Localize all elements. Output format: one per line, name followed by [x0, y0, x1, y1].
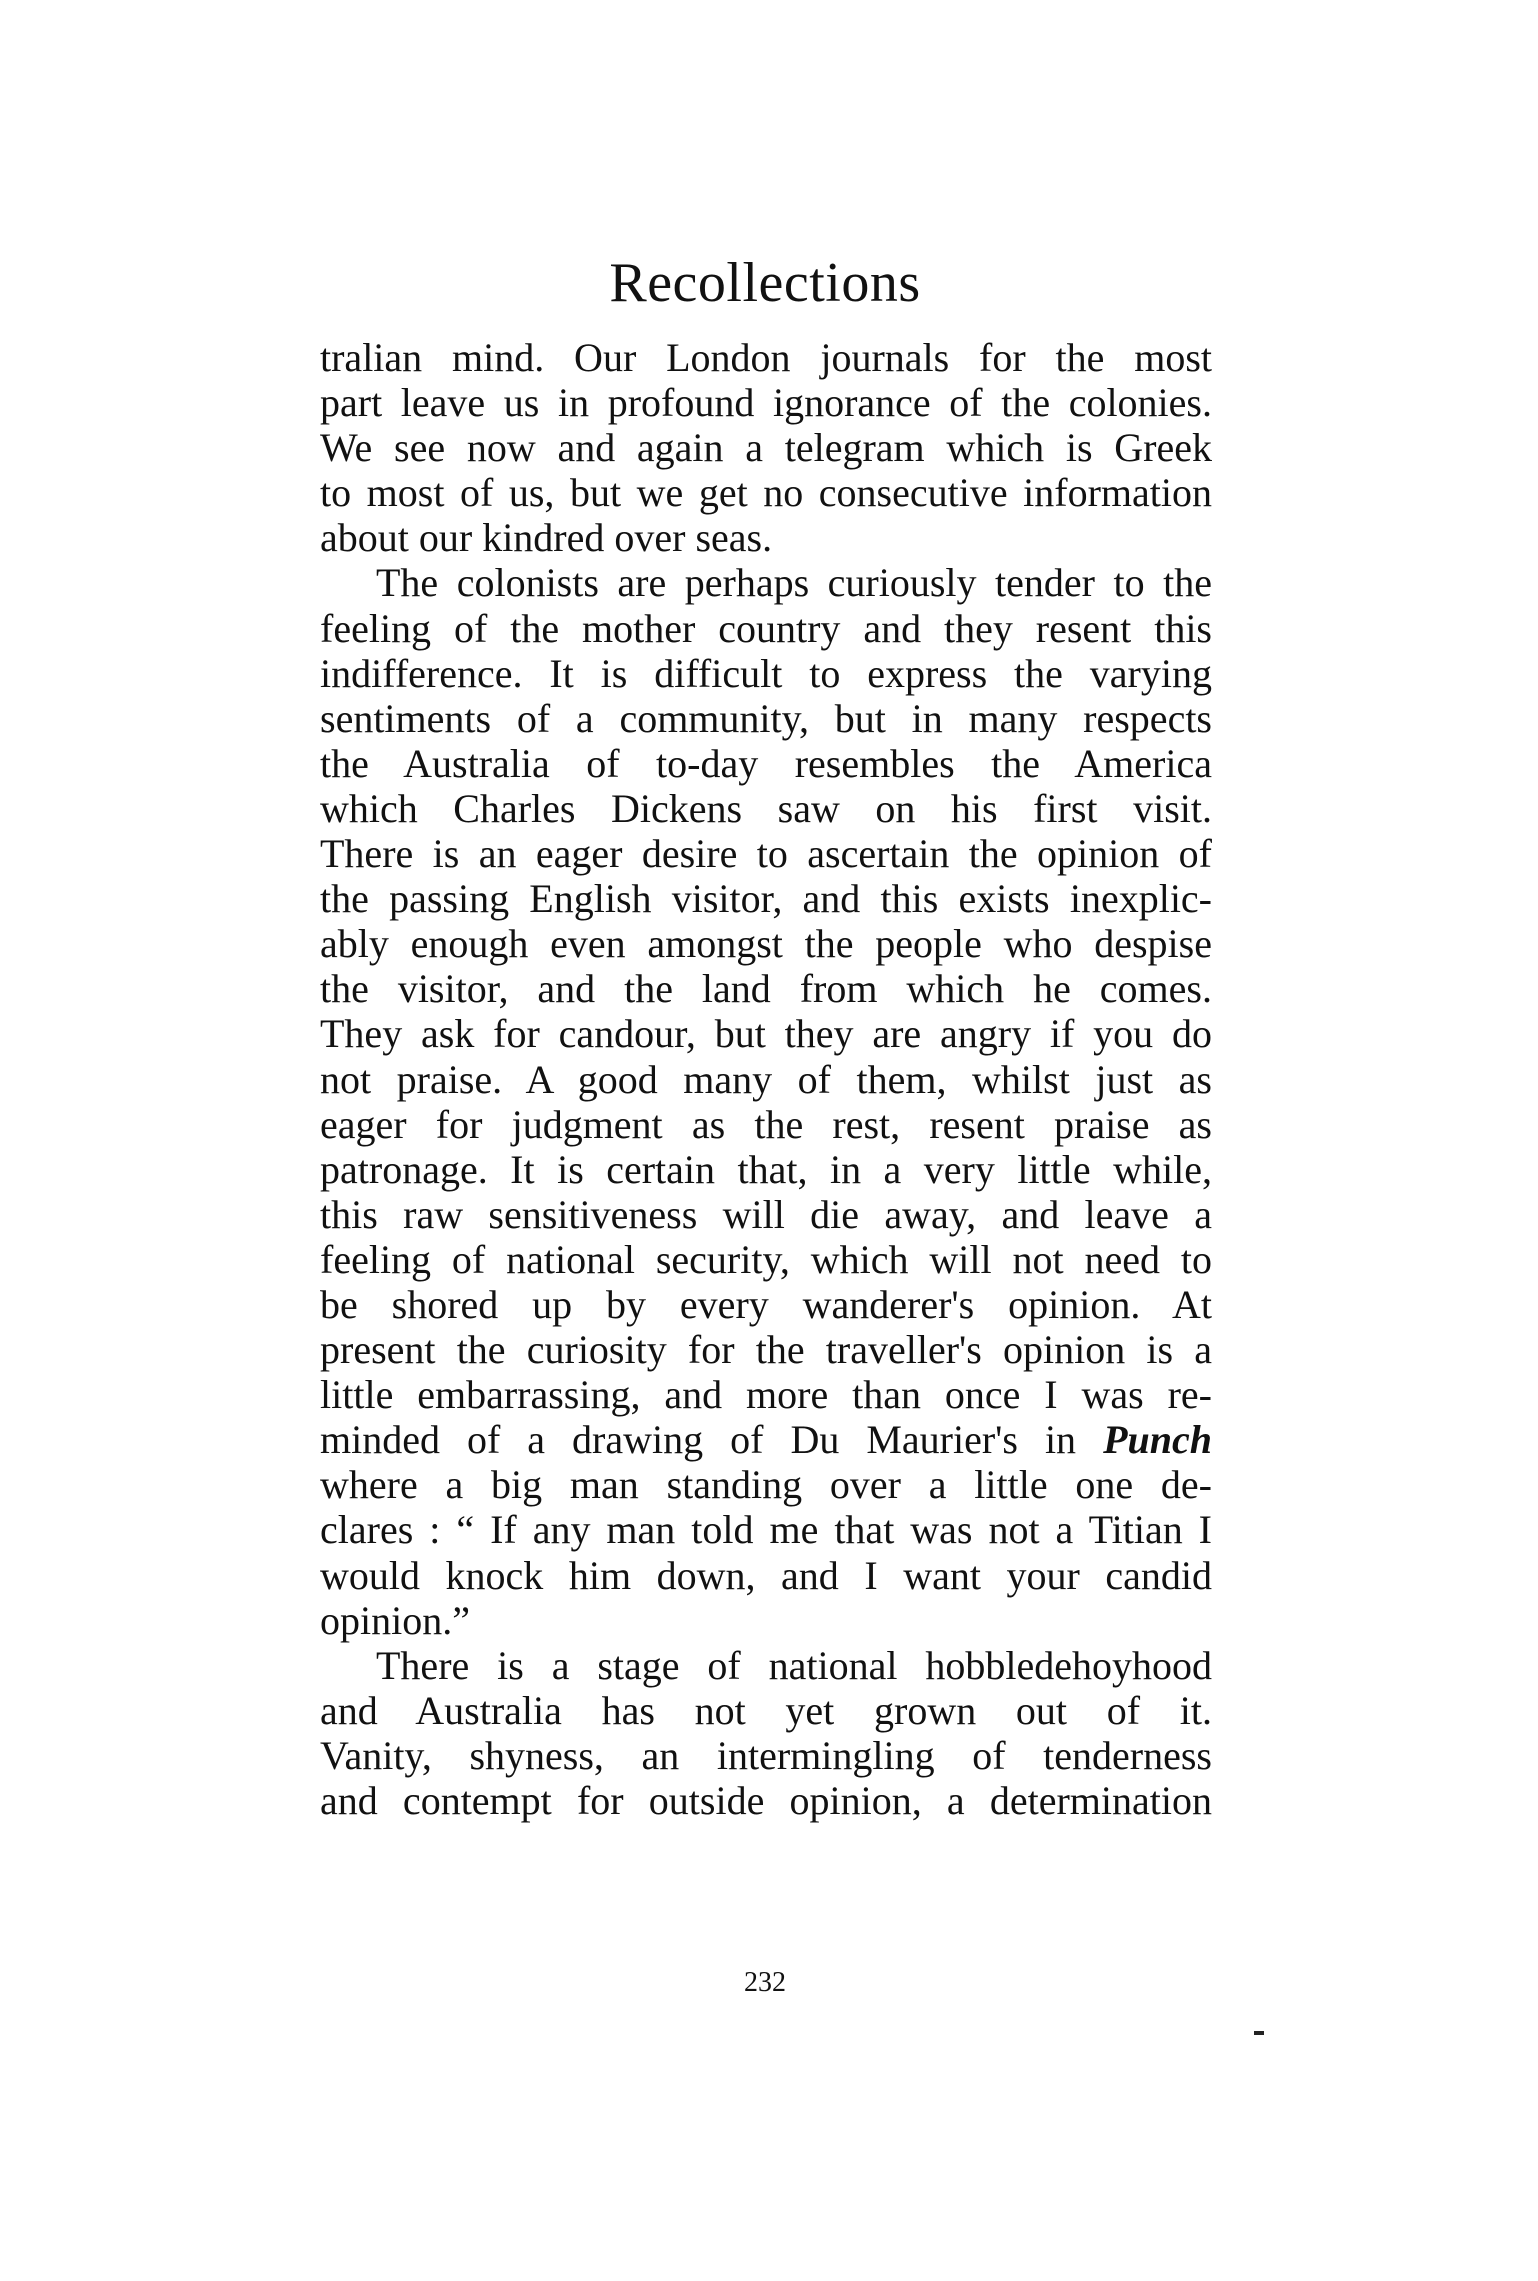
text-line-content: not praise. A good many of them, whilst just as [320, 1056, 1212, 1102]
text-line [320, 1282, 1212, 1327]
text-line-content: feeling of national security, which will not need to [320, 1236, 1212, 1282]
text-line [320, 1147, 1212, 1192]
text-line-content: We see now and again a telegram which is Greek [320, 425, 1212, 471]
text-line-content: little embarrassing, and more than once I was re- [320, 1372, 1212, 1418]
text-line [320, 1553, 1212, 1598]
page-number: 232 [744, 1967, 786, 1998]
text-line-content: Vanity, shyness, an intermingling of tenderness [320, 1732, 1212, 1778]
text-line-content: be shored up by every wanderer's opinion. At [320, 1281, 1212, 1327]
text-line [320, 1778, 1212, 1823]
text-line [320, 606, 1212, 651]
text-line [320, 1598, 1212, 1643]
text-line [320, 515, 1212, 560]
text-line-content: to most of us, but we get no consecutive information [320, 470, 1212, 516]
text-line [320, 651, 1212, 696]
running-head: Recollections [609, 252, 921, 314]
text-line-content: this raw sensitiveness will die away, and leave a [320, 1191, 1212, 1237]
text-line [320, 876, 1212, 921]
text-line [320, 1102, 1212, 1147]
text-line [320, 786, 1212, 831]
text-line [320, 1688, 1212, 1733]
scan-speck [1254, 2031, 1264, 2035]
text-line-content: They ask for candour, but they are angry if you do [320, 1011, 1212, 1057]
text-line-content: There is a stage of national hobbledehoyhood [376, 1642, 1212, 1688]
text-line-content: The colonists are perhaps curiously tender to the [376, 560, 1212, 606]
text-line-content: minded of a drawing of Du Maurier's in [320, 1417, 1104, 1463]
text-line [320, 696, 1212, 741]
text-line [320, 1417, 1212, 1462]
text-line [320, 921, 1212, 966]
text-line [320, 1462, 1212, 1507]
text-line-content: where a big man standing over a little one de- [320, 1462, 1212, 1508]
text-line-content: indifference. It is difficult to express the varying [320, 650, 1212, 696]
text-line [320, 425, 1212, 470]
text-line-content: part leave us in profound ignorance of the colonies. [320, 380, 1212, 426]
text-line-content: would knock him down, and I want your candid [320, 1552, 1212, 1598]
text-line [320, 1237, 1212, 1282]
text-line [320, 560, 1212, 605]
text-line [320, 1507, 1212, 1552]
italic-title: Punch [1103, 1417, 1212, 1463]
text-line-content: the Australia of to-day resembles the America [320, 740, 1212, 786]
text-line [320, 741, 1212, 786]
text-line [320, 1011, 1212, 1056]
text-line [320, 470, 1212, 515]
text-line-content: the passing English visitor, and this exists inexplic- [320, 876, 1212, 922]
text-line-content: clares : “ If any man told me that was not a Titian I [320, 1507, 1212, 1553]
text-line [320, 831, 1212, 876]
text-line [320, 380, 1212, 425]
text-line [320, 1327, 1212, 1372]
text-line-content: tralian mind. Our London journals for the most [320, 335, 1212, 380]
text-line [320, 1057, 1212, 1102]
text-line-content: patronage. It is certain that, in a very little while, [320, 1146, 1212, 1192]
text-line [320, 1733, 1212, 1778]
text-line-content: and Australia has not yet grown out of it. [320, 1687, 1212, 1733]
text-line-content: eager for judgment as the rest, resent praise as [320, 1101, 1212, 1147]
text-line [320, 1372, 1212, 1417]
text-line-content: present the curiosity for the traveller's opinion is a [320, 1327, 1212, 1373]
text-line-content: and contempt for outside opinion, a determination [320, 1778, 1212, 1823]
body-text [320, 335, 1212, 1823]
text-line-content: which Charles Dickens saw on his first visit. [320, 785, 1212, 831]
text-line-content: ably enough even amongst the people who despise [320, 921, 1212, 967]
text-line [320, 1643, 1212, 1688]
text-line [320, 335, 1212, 380]
text-line-content: about our kindred over seas. [320, 515, 773, 561]
text-line-content: the visitor, and the land from which he comes. [320, 966, 1212, 1012]
text-line-content: There is an eager desire to ascertain the opinion of [320, 831, 1212, 877]
text-line [320, 1192, 1212, 1237]
text-line-content: opinion.” [320, 1597, 470, 1643]
text-line-content: sentiments of a community, but in many respects [320, 695, 1212, 741]
text-line [320, 966, 1212, 1011]
text-line-content: feeling of the mother country and they resent this [320, 605, 1212, 651]
